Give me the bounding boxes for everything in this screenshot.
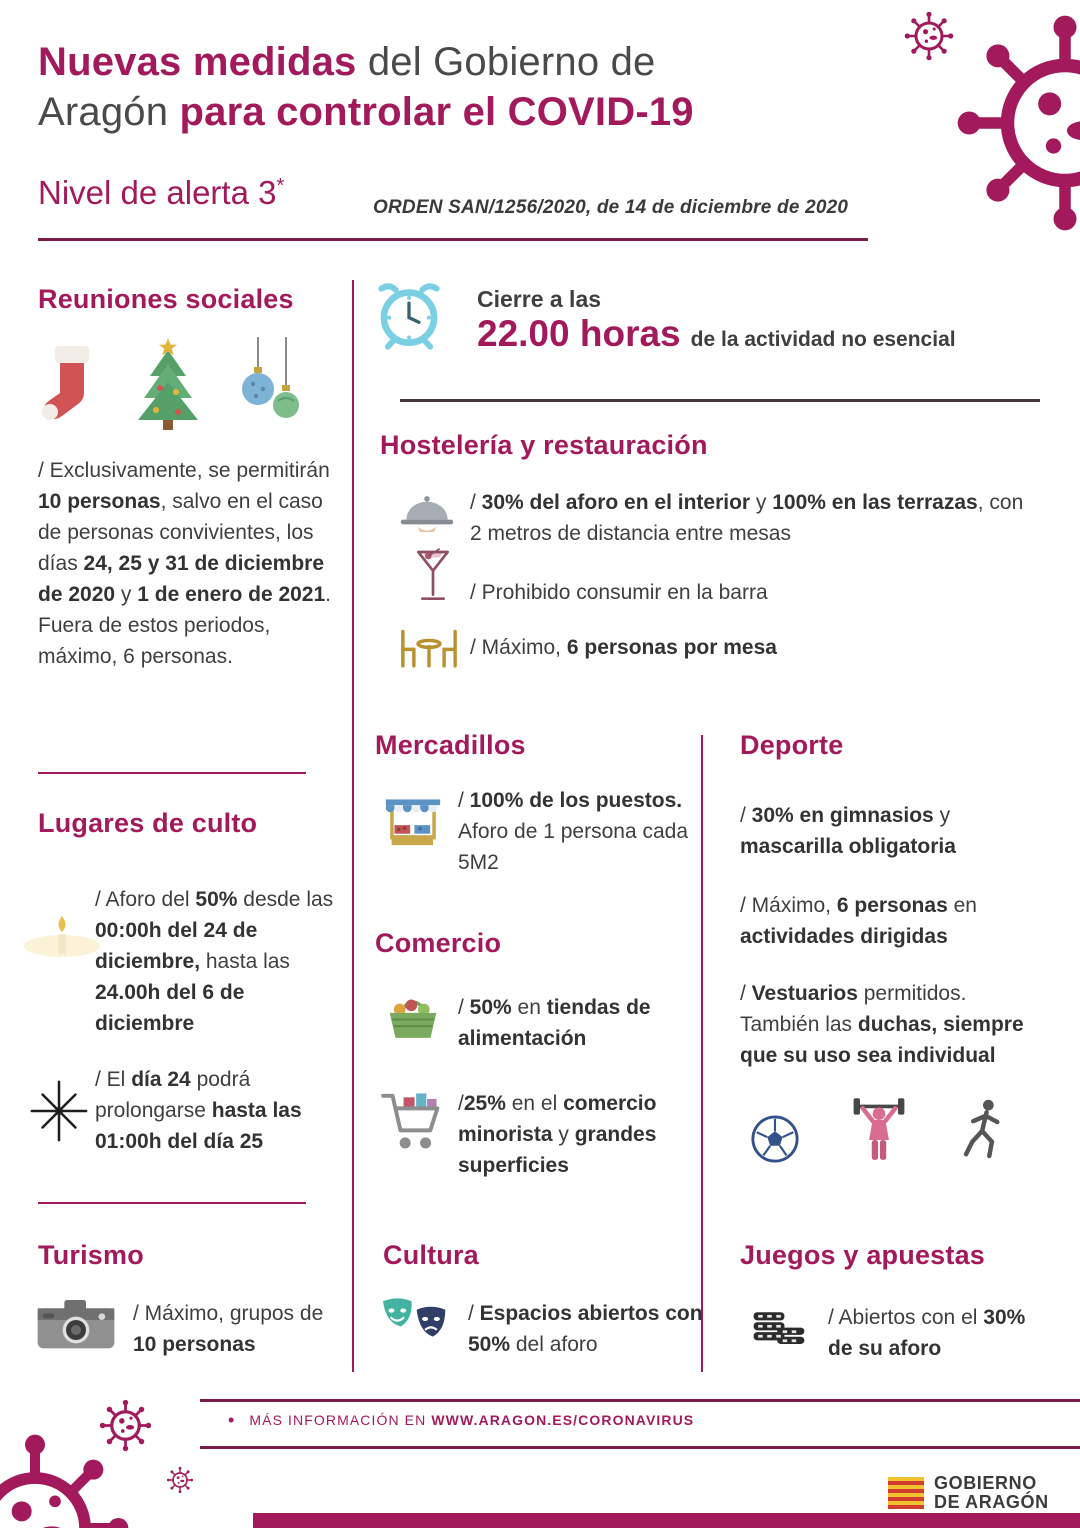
section-heading-reuniones-sociales: Reuniones sociales [38,284,294,314]
market-stall-icon [383,790,443,856]
christmas-icons-row [38,336,304,432]
lugares-culto-aforo-text: / Aforo del 50% desde las 00:00h del 24 de diciembre, hasta las 24.00h del 6 de diciembre [95,888,334,1036]
column-divider [701,735,703,1372]
gobierno-aragon-logo-text [934,1474,1049,1513]
logo-line-2: DE ARAGÓN [934,1492,1049,1513]
star-icon [28,1080,90,1142]
curfew-banner [477,286,956,355]
comercio-minorista-text: /25% en el comercio minorista y grandes superficies [458,1092,657,1178]
gobierno-aragon-logo [888,1474,1049,1513]
header-divider [38,238,868,241]
cocktail-icon [413,545,453,607]
deporte-vestuarios-text: / Vestuarios permitidos. También las duchas, siempre que su uso sea individual [740,982,1024,1068]
poker-chips-icon [750,1297,808,1351]
divider [38,1202,306,1204]
footer-info [228,1411,694,1429]
bottom-accent-bar [253,1513,1080,1528]
coronavirus-info-link[interactable]: WWW.ARAGON.ES/CORONAVIRUS [431,1412,695,1428]
sports-icons-row [750,1095,1008,1165]
reuniones-sociales-text: / Exclusivamente, se permitirán 10 personas, salvo en el caso de personas convivientes, los días 24, 25 y 31 de diciembre de 2020 y 1 de enero de 2021. Fuera de estos periodos, máximo, 6 personas. [38,459,332,669]
ornaments-icon [234,337,304,432]
curfew-divider [400,399,1040,402]
curfew-time: 22.00 horas [477,313,681,354]
virus-icon-small [903,10,955,62]
theater-masks-icon [378,1295,452,1353]
page-title-line-2: Aragón para controlar el COVID-19 [38,89,694,134]
section-heading-lugares-de-culto: Lugares de culto [38,808,258,838]
hosteleria-barra-text: / Prohibido consumir en la barra [470,581,768,604]
alert-level-text: Nivel de alerta 3 [38,174,277,211]
section-heading-deporte: Deporte [740,730,844,760]
virus-icon-large [950,8,1080,238]
section-heading-turismo: Turismo [38,1240,144,1270]
column-divider [352,280,354,1372]
section-heading-comercio: Comercio [375,928,502,958]
shopping-cart-icon [380,1085,446,1160]
soccer-ball-icon [750,1113,800,1165]
lugares-culto-dia24-text: / El día 24 podrá prolongarse hasta las 01:00h del día 25 [95,1068,302,1154]
footer-info-prefix: MÁS INFORMACIÓN EN [249,1412,427,1428]
section-heading-juegos: Juegos y apuestas [740,1240,986,1270]
weightlifter-icon [850,1095,908,1165]
camera-icon [36,1297,116,1353]
runner-icon [958,1097,1008,1165]
cultura-text: / Espacios abiertos con 50% del aforo [468,1302,703,1357]
virus-icon-footer-tiny [166,1466,194,1494]
mercadillos-text: / 100% de los puestos. Aforo de 1 persona cada 5M2 [458,789,688,875]
grocery-basket-icon [383,990,443,1044]
page-title-line-1: Nuevas medidas del Gobierno de [38,40,656,84]
hosteleria-mesa-text: / Máximo, 6 personas por mesa [470,636,777,659]
deporte-actividades-text: / Máximo, 6 personas en actividades dirigidas [740,894,977,949]
divider [38,772,306,774]
logo-line-1: GOBIERNO [934,1473,1037,1493]
bullet-icon: • [228,1410,236,1430]
turismo-text: / Máximo, grupos de 10 personas [133,1302,324,1357]
alert-asterisk: * [276,175,285,197]
section-heading-hosteleria: Hostelería y restauración [380,430,708,460]
deporte-gimnasios-text: / 30% en gimnasios y mascarilla obligatoria [740,804,956,859]
aragon-flag-icon [888,1477,924,1509]
curfew-line-2 [477,313,956,355]
candle-icon [20,912,104,964]
footer-divider-bottom [200,1446,1080,1449]
table-chairs-icon [396,626,462,670]
serving-dish-icon [398,490,456,534]
alarm-clock-icon [376,280,442,350]
curfew-rest: de la actividad no esencial [690,328,956,351]
juegos-text: / Abiertos con el 30% de su aforo [828,1306,1026,1361]
footer-divider-top [200,1399,1080,1402]
curfew-line-1: Cierre a las [477,286,602,312]
christmas-tree-icon [130,336,206,432]
alert-level [38,174,284,212]
page-title [38,38,888,137]
christmas-stocking-icon [38,336,102,432]
comercio-alimentacion-text: / 50% en tiendas de alimentación [458,996,651,1051]
order-reference: ORDEN SAN/1256/2020, de 14 de diciembre de 2020 [373,197,849,218]
hosteleria-aforo-text: / 30% del aforo en el interior y 100% en las terrazas, con 2 metros de distancia entre mesas [470,491,1024,546]
section-heading-cultura: Cultura [383,1240,479,1270]
virus-icon-footer-large [0,1428,135,1528]
section-heading-mercadillos: Mercadillos [375,730,526,760]
